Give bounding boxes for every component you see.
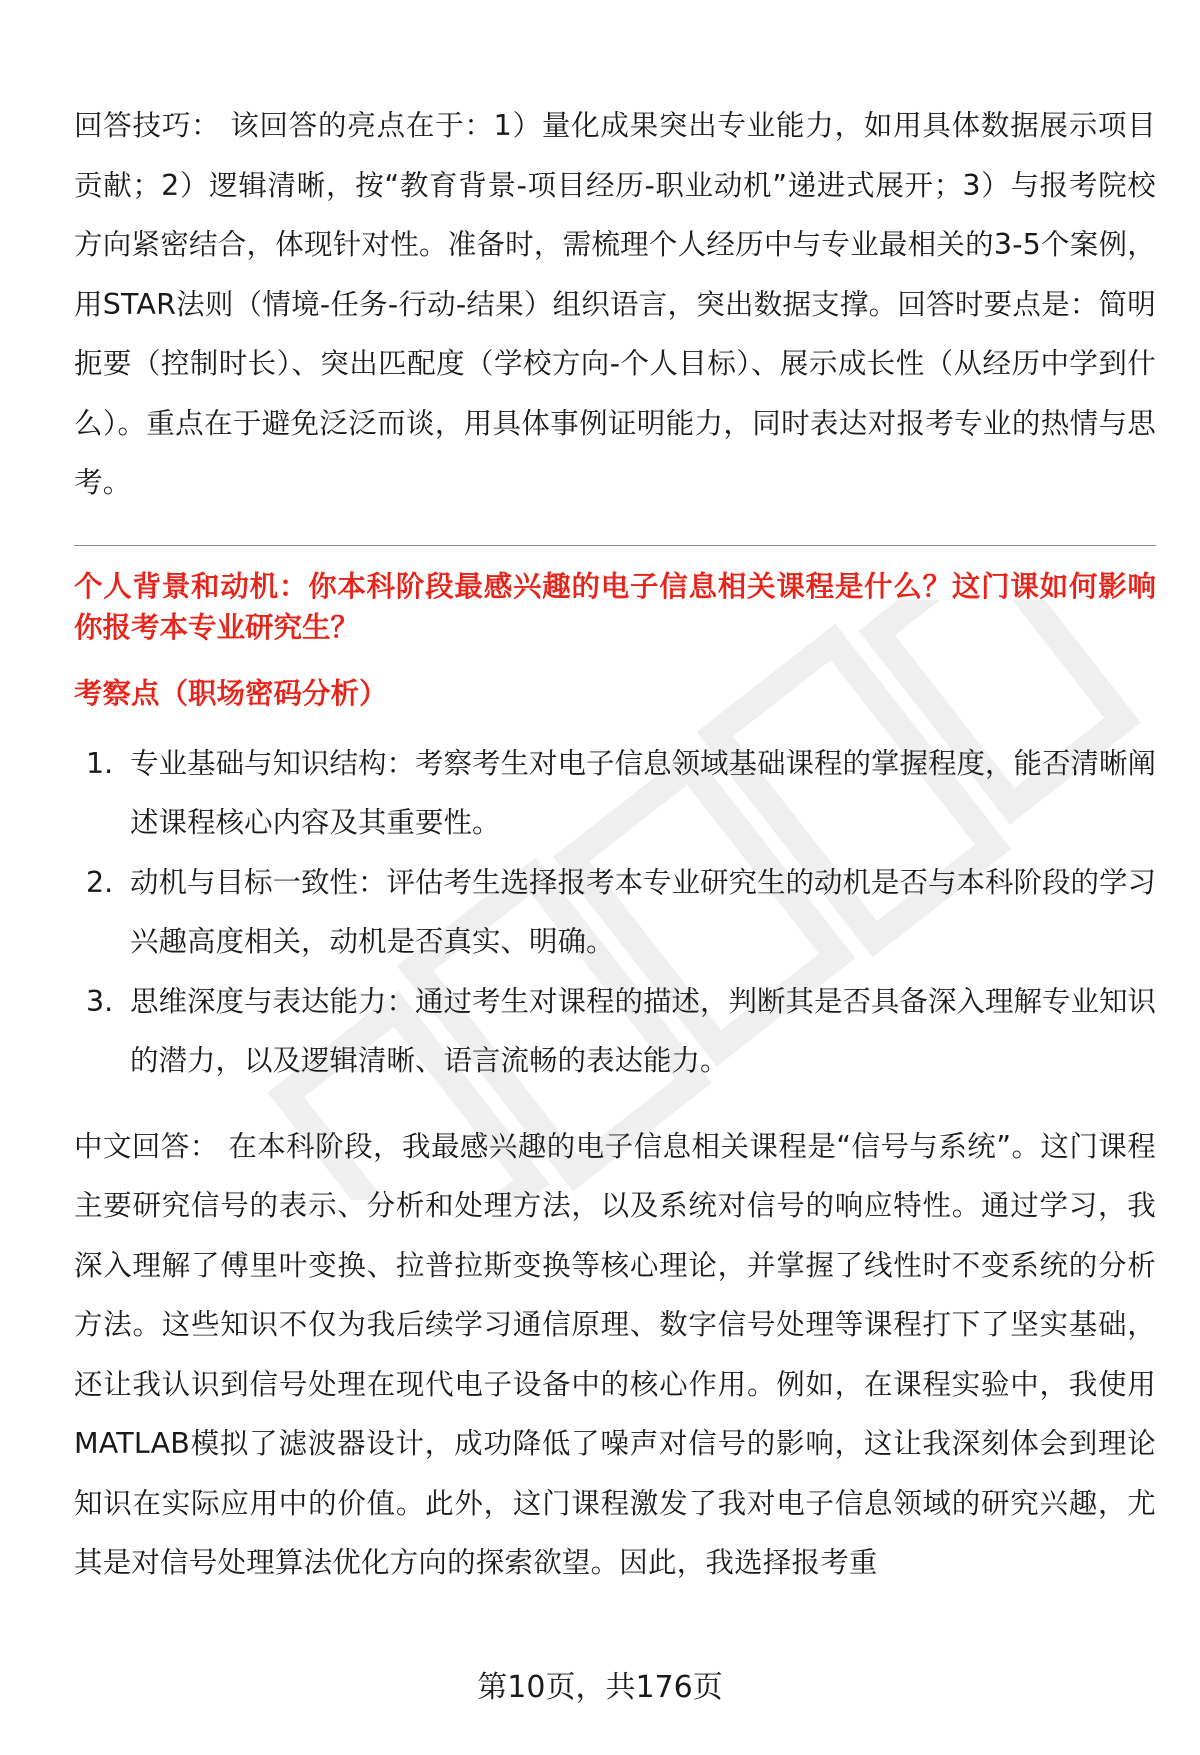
answer-tips-paragraph: [74, 96, 1156, 513]
assessment-point-text: 专业基础与知识结构：考察考生对电子信息领域基础课程的掌握程度，能否清晰阐述课程核心内容及其重要性。: [130, 746, 1157, 839]
chinese-answer-label: 中文回答：: [74, 1129, 219, 1163]
answer-tips-label: 回答技巧：: [74, 109, 221, 142]
section-divider: [74, 545, 1156, 546]
page-footer: 第10页，共176页: [477, 1670, 723, 1705]
assessment-point-list: [74, 734, 1156, 1091]
assessment-point: [74, 734, 1156, 853]
assessment-point-text: 思维深度与表达能力：通过考生对课程的描述，判断其是否具备深入理解专业知识的潜力，以及逻辑清晰、语言流畅的表达能力。: [130, 984, 1157, 1077]
assessment-heading: 考察点（职场密码分析）: [74, 676, 388, 710]
assessment-point-number: 2.: [86, 865, 114, 899]
assessment-point-text: 动机与目标一致性：评估考生选择报考本专业研究生的动机是否与本科阶段的学习兴趣高度相关，动机是否真实、明确。: [130, 865, 1157, 958]
chinese-answer-text: 在本科阶段，我最感兴趣的电子信息相关课程是“信号与系统”。这门课程主要研究信号的表示、分析和处理方法，以及系统对信号的响应特性。通过学习，我深入理解了傅里叶变换、拉普拉斯变换等核心理论，并掌握了线性时不变系统的分析方法。这些知识不仅为我后续学习通信原理、数字信号处理等课程打下了坚实基础，还让我认识到信号处理在现代电子设备中的核心作用。例如，在课程实验中，我使用MATLAB模拟了滤波器设计，成功降低了噪声对信号的影响，这让我深刻体会到理论知识在实际应用中的价值。此外，这门课程激发了我对电子信息领域的研究兴趣，尤其是对信号处理算法优化方向的探索欲望。因此，我选择报考重: [74, 1129, 1156, 1579]
document-page: [74, 96, 1156, 1593]
chinese-answer-paragraph: [74, 1117, 1156, 1593]
assessment-point-number: 3.: [86, 984, 114, 1018]
assessment-point: [74, 853, 1156, 972]
assessment-point: [74, 972, 1156, 1091]
answer-tips-text: 该回答的亮点在于：1）量化成果突出专业能力，如用具体数据展示项目贡献；2）逻辑清晰，按“教育背景-项目经历-职业动机”递进式展开；3）与报考院校方向紧密结合，体现针对性。准备时，需梳理个人经历中与专业最相关的3-5个案例，用STAR法则（情境-任务-行动-结果）组织语言，突出数据支撑。回答时要点是：简明扼要（控制时长）、突出匹配度（学校方向-个人目标）、展示成长性（从经历中学到什么）。重点在于避免泛泛而谈，用具体事例证明能力，同时表达对报考专业的热情与思考。: [74, 109, 1156, 499]
interview-question: 个人背景和动机：你本科阶段最感兴趣的电子信息相关课程是什么？这门课如何影响你报考本专业研究生？: [74, 569, 1156, 644]
assessment-point-number: 1.: [86, 746, 114, 780]
